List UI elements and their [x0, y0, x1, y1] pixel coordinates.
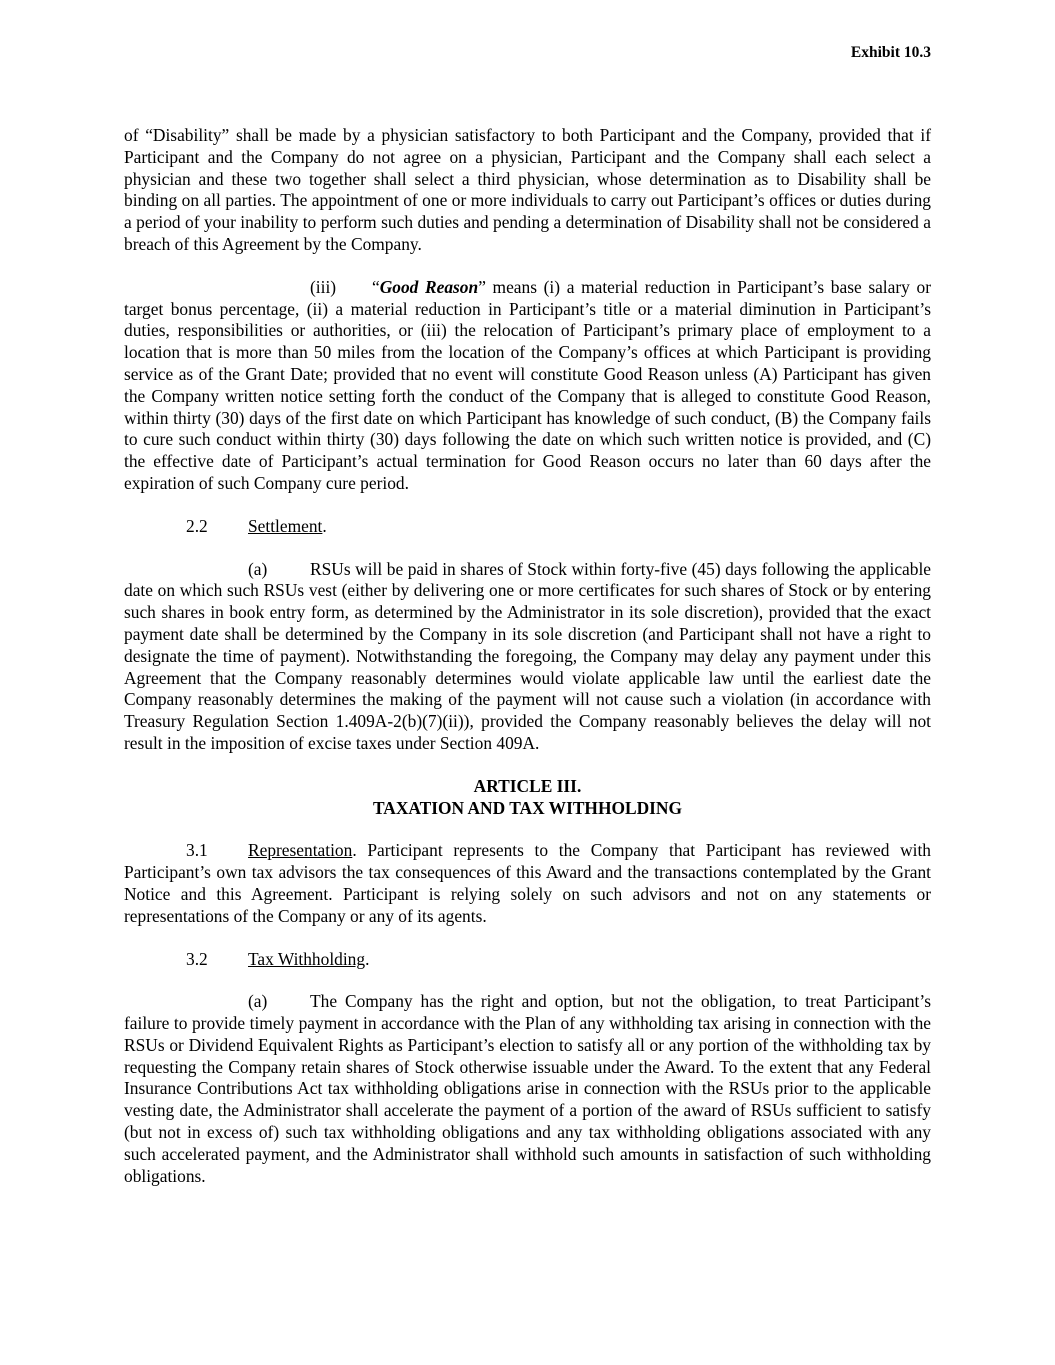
- section-title: Representation: [248, 840, 353, 861]
- article-heading: [124, 776, 931, 820]
- section-number: 3.1: [186, 840, 208, 861]
- tax-withholding-paragraph: [124, 991, 931, 1187]
- article-number: ARTICLE III.: [473, 775, 582, 796]
- clause-label-a: (a): [248, 991, 268, 1012]
- clause-label-iii: (iii): [310, 276, 337, 297]
- open-quote: “: [372, 276, 380, 297]
- settlement-paragraph: [124, 559, 931, 755]
- tax-withholding-text: The Company has the right and option, but not the obligation, to treat Participant’s failure to provide timely payment in accordance with the Plan of any withholding tax arising in connection with the RSUs or Dividend Equivalent Rights as Participant’s election to satisfy all or any portion of the withholding tax by requesting the Company retain shares of Stock otherwise issuable under the Award. To the extent that any Federal Insurance Contributions Act tax withholding obligations arise in connection with the RSUs prior to the applicable vesting date, the Administrator shall accelerate the payment of a portion of the award of RSUs sufficient to satisfy (but not in excess of) such tax withholding obligations and any tax withholding obligations associated with any such accelerated payment, and the Administrator shall withhold such amounts in satisfaction of such withholding obligations.: [124, 991, 931, 1186]
- section-3-2-heading: 3.2 Tax Withholding.: [186, 948, 370, 969]
- disability-paragraph: of “Disability” shall be made by a physician satisfactory to both Participant and the Company, provided that if Participant and the Company do not agree on a physician, Participant and the Company shall each select a physician and these two together shall select a third physician, whose determination as to Disability shall be binding on all parties. The appointment of one or more individuals to carry out Participant’s offices or duties during a period of your inability to perform such duties and pending a determination of Disability shall not be considered a breach of this Agreement by the Company.: [124, 125, 931, 254]
- article-title: TAXATION AND TAX WITHHOLDING: [372, 797, 683, 818]
- exhibit-label: Exhibit 10.3: [850, 44, 931, 61]
- good-reason-paragraph: [124, 277, 931, 495]
- representation-text: . Participant represents to the Company that Participant has reviewed with Participant’s own tax advisors the tax consequences of this Award and the transactions contemplated by the Grant Notice and this Agreement. Participant is relying solely on such advisors and not on any statements or representations of the Company or any of its agents.: [124, 840, 931, 926]
- section-3-1-paragraph: [124, 840, 931, 927]
- document-body: [124, 125, 931, 1187]
- section-title: Settlement: [248, 515, 323, 536]
- section-number: 3.2: [186, 948, 208, 969]
- clause-label-a: (a): [248, 558, 268, 579]
- defined-term-good-reason: Good Reason: [379, 276, 479, 297]
- section-title: Tax Withholding: [248, 948, 366, 969]
- section-2-2-heading: 2.2 Settlement.: [186, 515, 327, 536]
- good-reason-text: ” means (i) a material reduction in Participant’s base salary or target bonus percentage, (ii) a material reduction in Participant’s title or a material diminution in Participant’s duties, responsibilities or authorities, or (iii) the relocation of Participant’s primary place of employment to a location that is more than 50 miles from the location of the Company’s offices at which Participant is providing service as of the Grant Date; provided that no event will constitute Good Reason unless (A) Participant has given the Company written notice setting forth the conduct of the Company that is alleged to constitute Good Reason, within thirty (30) days of the first date on which Participant has knowledge of such conduct, (B) the Company fails to cure such conduct within thirty (30) days following the date on which such written notice is provided, and (C) the effective date of Participant’s actual termination for Good Reason occurs no later than 60 days after the expiration of such Company cure period.: [124, 276, 931, 493]
- section-number: 2.2: [186, 515, 208, 536]
- settlement-text: RSUs will be paid in shares of Stock within forty-five (45) days following the applicable date on which such RSUs vest (either by delivering one or more certificates for such shares of Stock or by entering such shares in book entry form, as determined by the Administrator in its sole discretion), provided that the exact payment date shall be determined by the Company in its sole discretion (and Participant shall not have a right to designate the time of payment). Notwithstanding the foregoing, the Company may delay any payment under this Agreement that the Company reasonably determines would violate applicable law until the earliest date the Company reasonably determines the making of the payment will not cause such a violation (in accordance with Treasury Regulation Section 1.409A-2(b)(7)(ii)), provided the Company reasonably believes the delay will not result in the imposition of excise taxes under Section 409A.: [124, 558, 931, 753]
